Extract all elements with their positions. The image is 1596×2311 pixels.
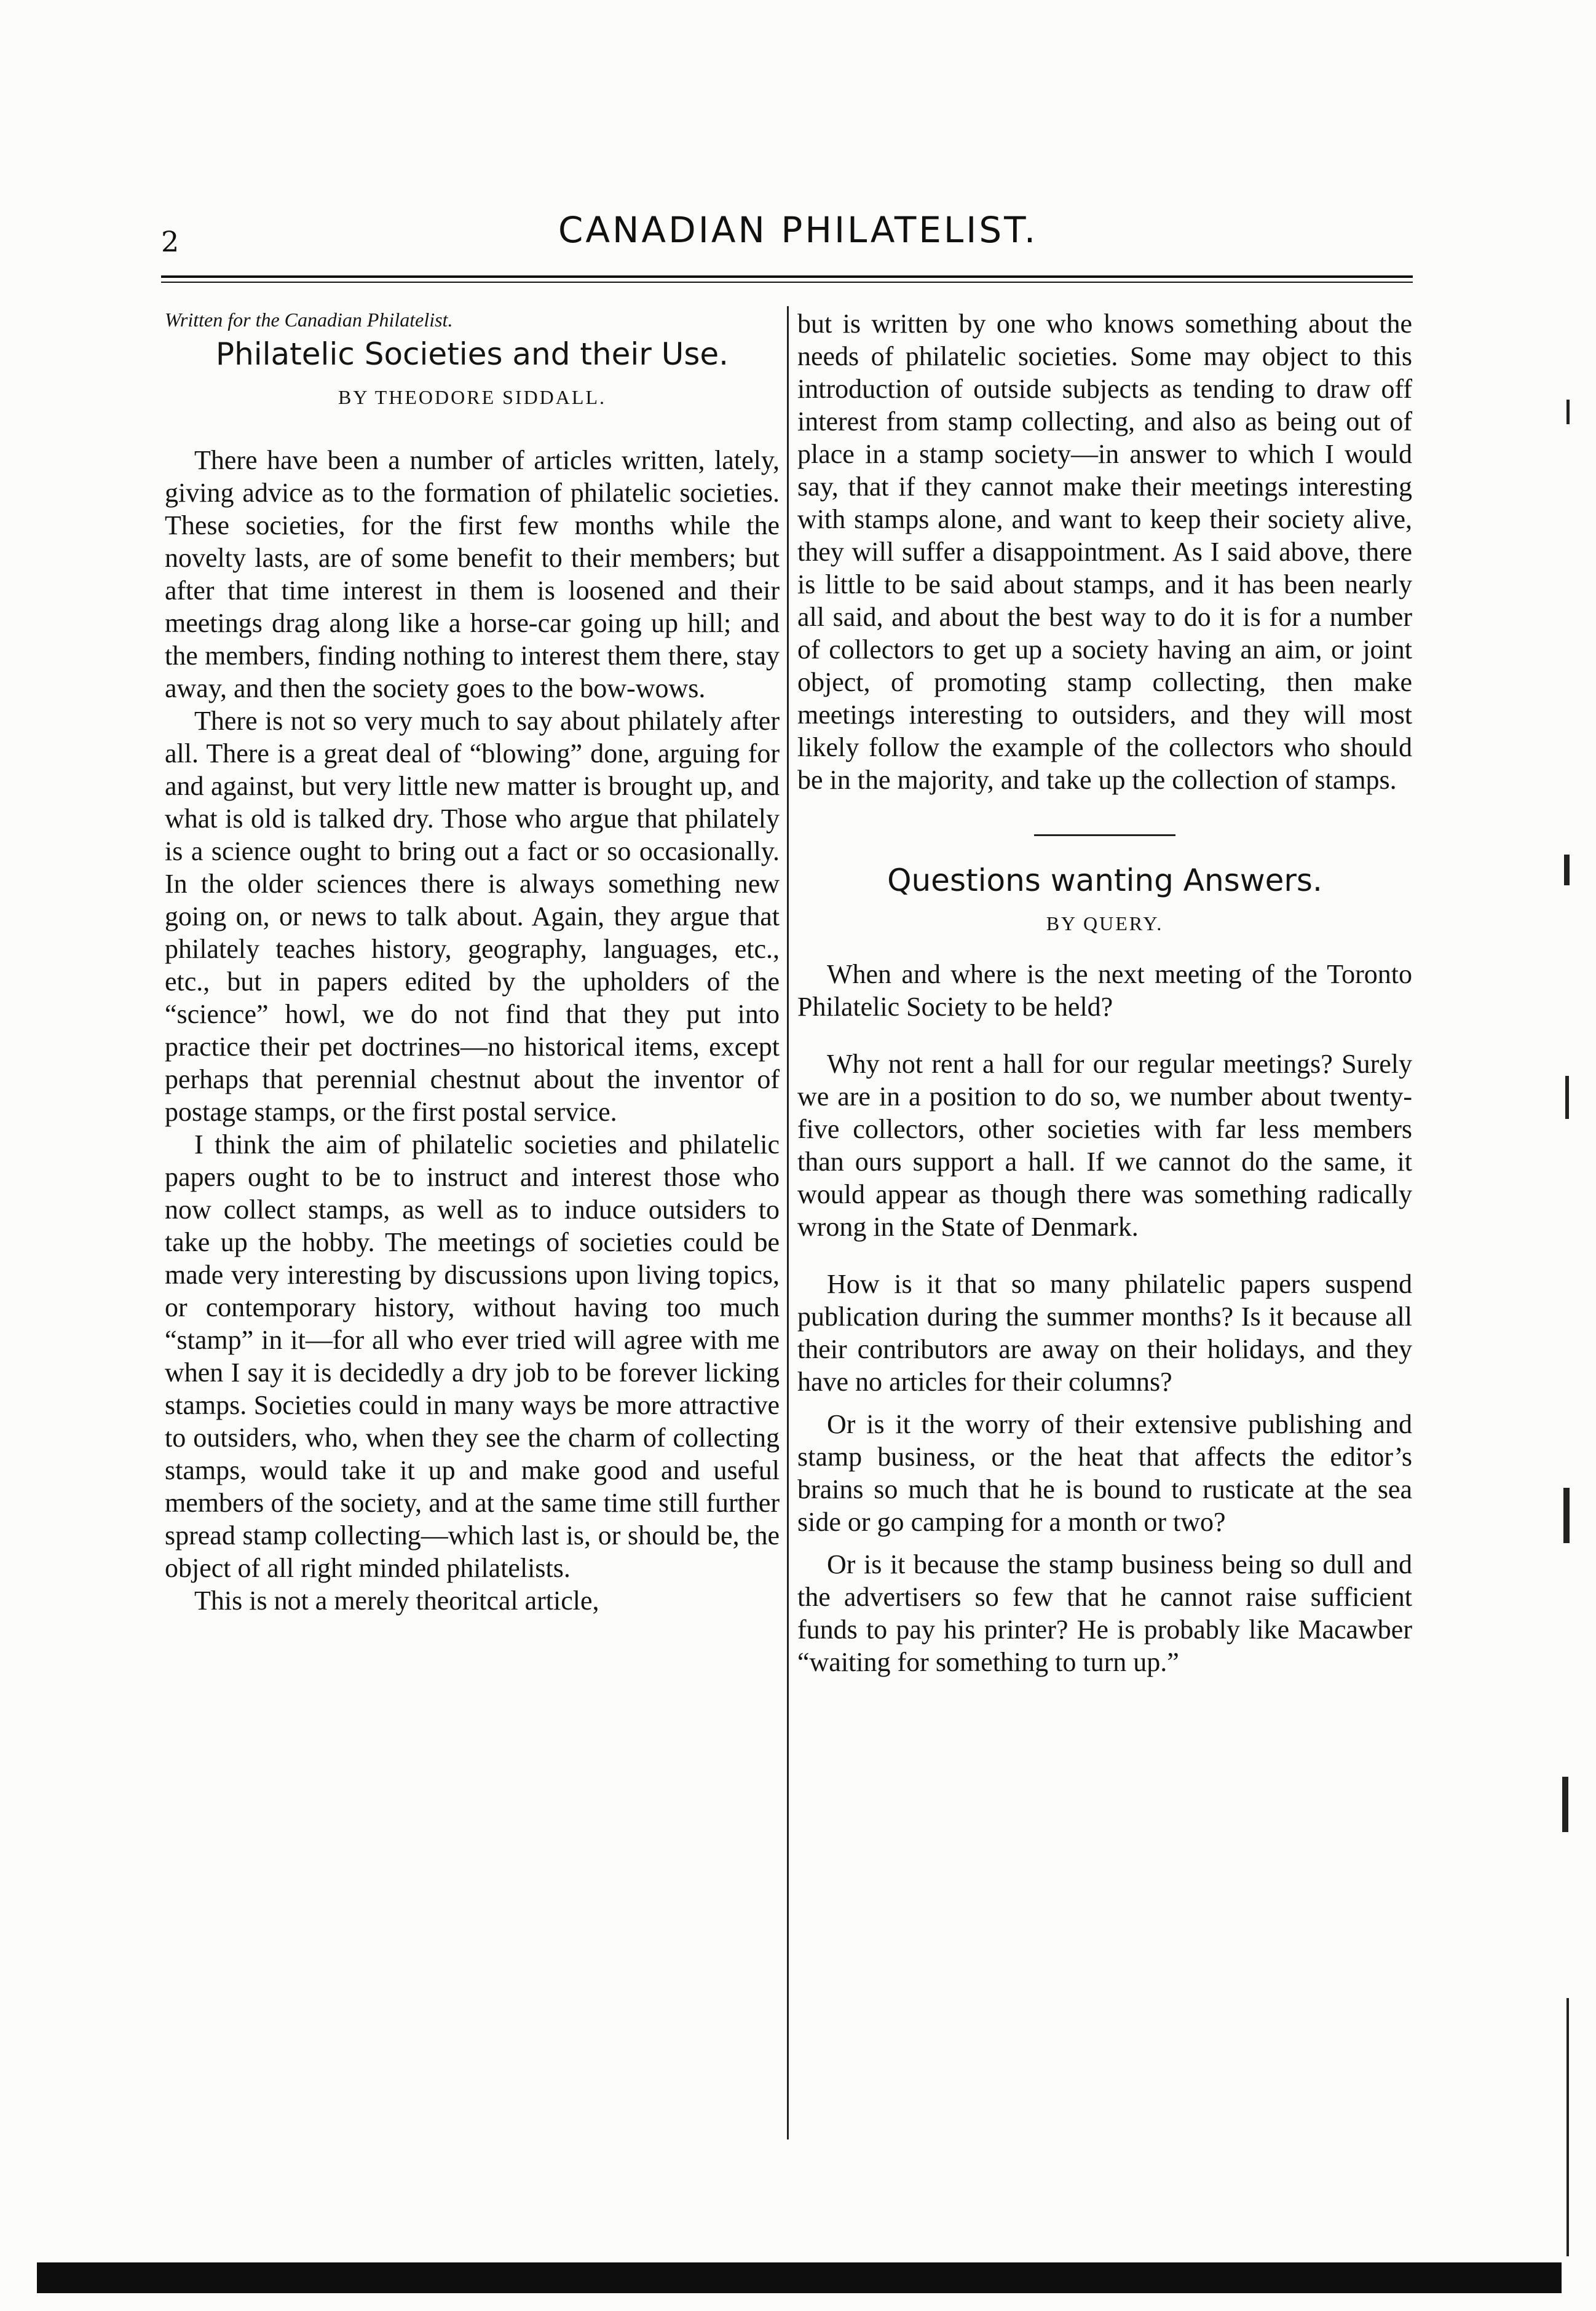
scan-edge-mark xyxy=(1564,855,1570,885)
scan-edge-mark xyxy=(1566,400,1570,424)
article-paragraph: There have been a number of articles written, lately, giving advice as to the formation of philatelic societies. These societies, for the first few months while the novelty lasts, are of some benefit to their members; but after that time interest in them is loosened and their meetings drag along like a horse-car going up hill; and the members, finding nothing to interest them there, stay away, and then the society goes to the bow-wows. xyxy=(165,445,780,703)
header-rule-thin xyxy=(161,282,1413,283)
section-byline: BY QUERY. xyxy=(1046,912,1164,934)
article-byline: BY THEODORE SIDDALL. xyxy=(338,386,606,408)
left-column xyxy=(165,307,780,1617)
article-paragraph: There is not so very much to say about philately after all. There is a great deal of “blowing” done, arguing for and against, but very little new matter is brought up, and what is old is talked dry. Those who argue that philately is a science ought to bring out a fact or so occasionally. In the older sciences there is always something new going on, or news to talk about. Again, they argue that philately teaches history, geography, languages, etc., etc., but in papers edited by the upholders of the “science” howl, we do not find that they put into practice their pet doctrines—no historical items, except perhaps that perennial chestnut about the inventor of postage stamps, or the first postal service. xyxy=(165,706,780,1127)
scan-edge-mark xyxy=(1566,1998,1569,2256)
article-paragraph: This is not a merely theoritcal article, xyxy=(194,1586,599,1616)
question-paragraph: Or is it because the stamp business being so dull and the advertisers so few that he cannot raise sufficient funds to pay his printer? He is probably like Macawber “waiting for something to turn up.” xyxy=(797,1549,1412,1677)
article-source-note: Written for the Canadian Philatelist. xyxy=(165,309,453,331)
question-paragraph: How is it that so many philatelic papers suspend publication during the summer months? Is it because all their contributors are away on their holidays, and they have no articles for their columns? xyxy=(797,1269,1412,1397)
page-bottom-edge xyxy=(37,2262,1562,2293)
question-paragraph: When and where is the next meeting of the Toronto Philatelic Society to be held? xyxy=(797,959,1412,1022)
scan-edge-mark xyxy=(1562,1777,1568,1832)
article-continuation: but is written by one who knows something about the needs of philatelic societies. Some may object to this introduction of outside subjects as tending to draw off interest from stamp collecting, and also as being out of place in a stamp society—in answer to which I would say, that if they cannot make their meetings interesting with stamps alone, and want to keep their society alive, they will suffer a disappointment. As I said above, there is little to be said about stamps, and it has been nearly all said, and about the best way to do it is for a number of collectors to get up a society having an aim, or joint object, of promoting stamp collecting, then make meetings interesting to outsiders, and they will most likely follow the example of the collectors who should be in the majority, and take up the collection of stamps. xyxy=(797,309,1412,795)
page-number: 2 xyxy=(161,225,180,258)
article-title: Philatelic Societies and their Use. xyxy=(215,336,729,372)
question-paragraph: Or is it the worry of their extensive publishing and stamp business, or the heat that affects the editor’s brains so much that he is bound to rusticate at the sea side or go camping for a month or two? xyxy=(797,1409,1412,1537)
right-column xyxy=(797,307,1412,1688)
masthead-title: CANADIAN PHILATELIST. xyxy=(558,209,1038,251)
header-rule xyxy=(161,275,1413,278)
scan-edge-mark xyxy=(1565,1076,1569,1119)
article-paragraph: I think the aim of philatelic societies and philatelic papers ought to be to instruct and interest those who now collect stamps, as well as to induce outsiders to take up the hobby. The meetings of societies could be made very interesting by discussions upon living topics, or contemporary history, without having too much “stamp” in it—for all who ever tried will agree with me when I say it is decidedly a dry job to be forever licking stamps. Societies could in many ways be more attractive to outsiders, who, when they see the charm of collecting stamps, would take it up and make good and useful members of the society, and at the same time still further spread stamp collecting—which last is, or should be, the object of all right minded philatelists. xyxy=(165,1129,780,1583)
column-divider xyxy=(787,306,789,2139)
question-paragraph: Why not rent a hall for our regular meetings? Surely we are in a position to do so, we number about twenty-five collectors, other societies with far less members than ours support a hall. If we cannot do the same, it would appear as though there was something radically wrong in the State of Denmark. xyxy=(797,1049,1412,1242)
scan-edge-mark xyxy=(1563,1488,1570,1543)
running-head xyxy=(0,209,1596,264)
section-divider xyxy=(1034,834,1175,836)
section-title: Questions wanting Answers. xyxy=(887,863,1322,898)
